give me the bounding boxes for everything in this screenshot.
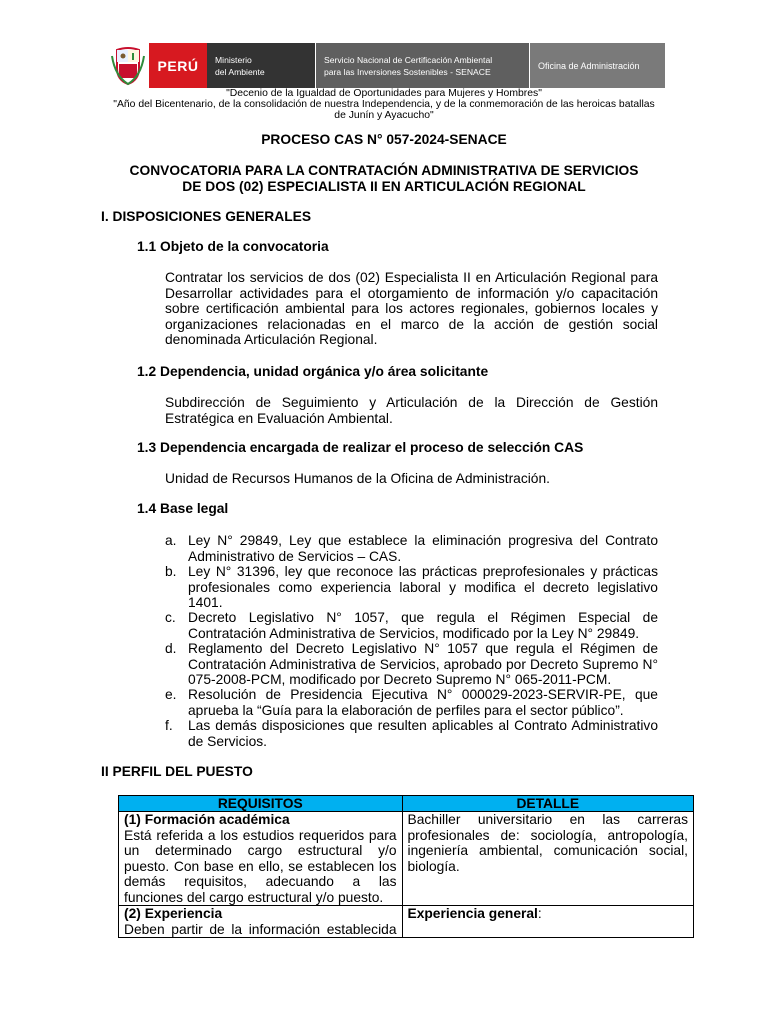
header-banner	[107, 43, 665, 88]
ministry-label: Ministerio del Ambiente	[207, 43, 315, 88]
list-item: c. Decreto Legislativo N° 1057, que regula el Régimen Especial de Contratación Administrativa de Servicios, modificado por la Ley N° 29849.	[165, 610, 658, 641]
detail-cell: Bachiller universitario en las carreras profesionales de: sociología, antropología, ingeniería ambiental, comunicación social, biología.	[402, 812, 694, 906]
section-1-3-text: Unidad de Recursos Humanos de la Oficina de Administración.	[165, 471, 550, 486]
section-1-4-heading: 1.4 Base legal	[137, 501, 229, 516]
process-title: PROCESO CAS N° 057-2024-SENACE	[261, 132, 507, 147]
agency-label: Servicio Nacional de Certificación Ambiental para las Inversiones Sostenibles - SENACE	[315, 43, 529, 88]
list-item: f. Las demás disposiciones que resulten aplicables al Contrato Administrativo de Servicios.	[165, 718, 658, 749]
office-label: Oficina de Administración	[529, 43, 665, 88]
section-1-2-text: Subdirección de Seguimiento y Articulación de la Dirección de Gestión Estratégica en Evaluación Ambiental.	[165, 395, 658, 426]
list-item: d. Reglamento del Decreto Legislativo N° 1057 que regula el Régimen de Contratación Administrativa de Servicios, aprobado por Decreto Supremo N° 075-2008-PCM, modificado por Decreto Supremo N° 065-2011-PCM.	[165, 641, 658, 688]
decree-text: "Decenio de la Igualdad de Oportunidades para Mujeres y Hombres" "Año del Bicentenario, de la consolidación de nuestra Independencia, y de la conmemoración de las heroicas batallas de Junín y Ayacucho"	[113, 88, 655, 121]
profile-table	[118, 795, 694, 938]
section-2-heading: II PERFIL DEL PUESTO	[101, 764, 253, 779]
peru-brand: PERÚ	[149, 43, 207, 88]
requirement-text: Está referida a los estudios requeridos para un determinado cargo estructural y/o puesto. Con base en ello, se establecen los demás requisitos, adecuando a las funciones del cargo estructural y/o puesto.	[124, 827, 397, 905]
requirement-cell	[119, 906, 403, 938]
call-title-line-1: CONVOCATORIA PARA LA CONTRATACIÓN ADMINISTRATIVA DE SERVICIOS	[129, 163, 639, 178]
requirement-title: (2) Experiencia	[124, 906, 223, 921]
section-1-2-heading: 1.2 Dependencia, unidad orgánica y/o área solicitante	[137, 364, 489, 379]
table-row	[119, 906, 694, 938]
requirement-title: (1) Formación académica	[124, 812, 290, 827]
detalle-header: DETALLE	[402, 796, 694, 812]
requirement-text: Deben partir de la información establecida	[124, 921, 397, 937]
section-1-1-text: Contratar los servicios de dos (02) Especialista II en Articulación Regional para Desarrollar actividades para el otorgamiento de información y/o capacitación sobre certificación ambiental para los actores regionales, gobiernos locales y organizaciones relacionadas en el marco de la acción de gestión social denominada Articulación Regional.	[165, 270, 658, 348]
detail-cell: Experiencia general:	[402, 906, 694, 938]
table-header-row	[119, 796, 694, 812]
list-item: b. Ley N° 31396, ley que reconoce las prácticas preprofesionales y prácticas profesionales como experiencia laboral y modifica el decreto legislativo 1401.	[165, 564, 658, 611]
coat-of-arms-icon	[107, 43, 149, 88]
table-row	[119, 812, 694, 906]
requisitos-header: REQUISITOS	[119, 796, 403, 812]
list-item: e. Resolución de Presidencia Ejecutiva N° 000029-2023-SERVIR-PE, que aprueba la “Guía para la elaboración de perfiles para el sector público”.	[165, 687, 658, 718]
call-title-line-2: DE DOS (02) ESPECIALISTA II EN ARTICULACIÓN REGIONAL	[182, 179, 586, 194]
section-1-1-heading: 1.1 Objeto de la convocatoria	[137, 239, 329, 254]
detail-label: Experiencia general	[407, 906, 538, 921]
requirement-cell	[119, 812, 403, 906]
section-1-3-heading: 1.3 Dependencia encargada de realizar el proceso de selección CAS	[137, 440, 584, 455]
list-item: a. Ley N° 29849, Ley que establece la eliminación progresiva del Contrato Administrativo de Servicios – CAS.	[165, 533, 658, 564]
section-1-heading: I. DISPOSICIONES GENERALES	[101, 209, 312, 224]
